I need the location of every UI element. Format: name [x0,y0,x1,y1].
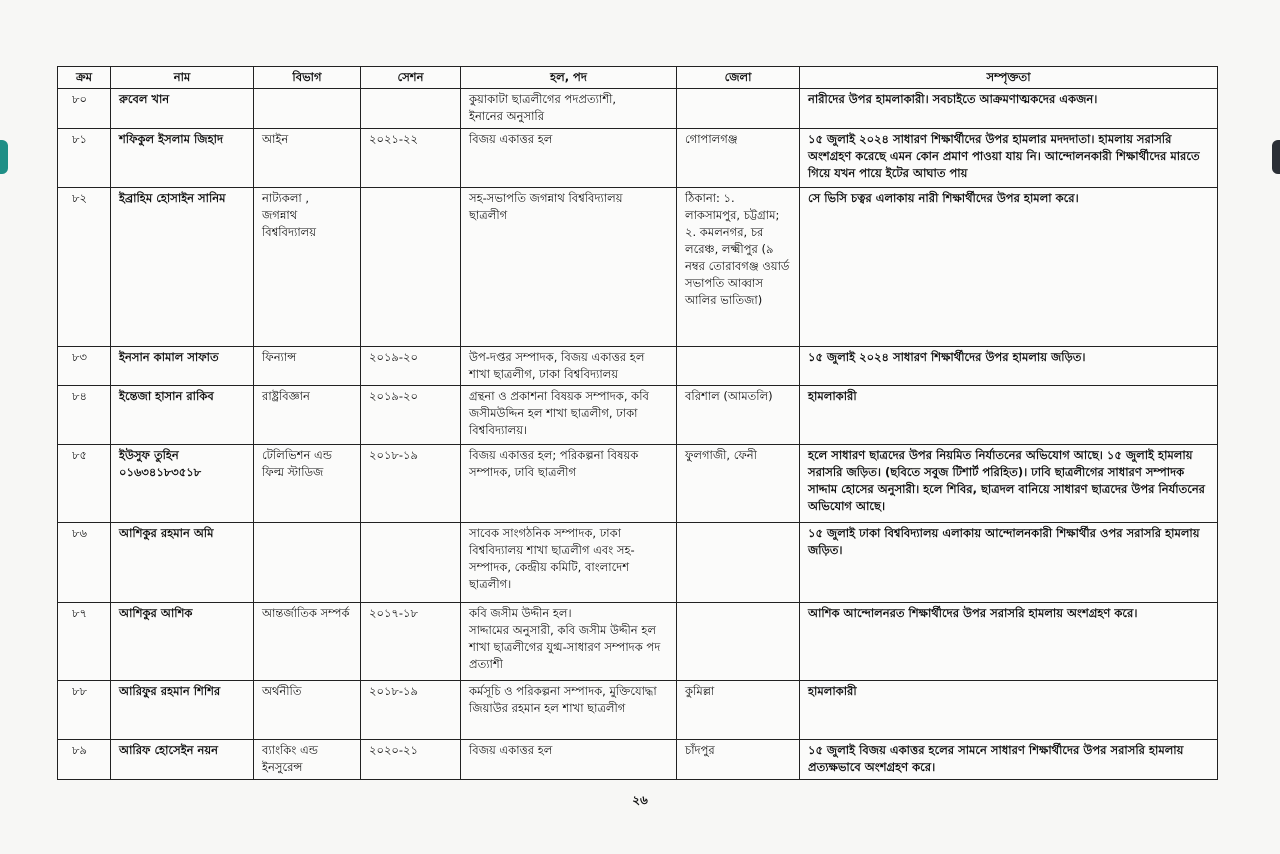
involvement-cell: হলে সাধারণ ছাত্রদের উপর নিয়মিত নির্যাতনের অভিযোগ আছে। ১৫ জুলাই হামলায় সরাসরি জড়িত। (ছবিতে সবুজ টিশার্ট পরিহিত)। ঢাবি ছাত্রলীগের সাধারণ সম্পাদক সাদ্দাম হোসের অনুসারী। হলে শিবির, ছাত্রদল বানিয়ে সাধারণ ছাত্রদের উপর নির্যাতনের অভিযোগ আছে। [800,445,1218,523]
table-row [58,347,1218,386]
session-cell: ২০১৮-১৯ [361,445,461,523]
district-cell: গোপালগঞ্জ [677,129,800,188]
serial-cell: ৮৯ [58,740,111,780]
department-cell: অর্থনীতি [254,681,361,740]
name-cell: ইনসান কামাল সাফাত [111,347,254,386]
table-row [58,740,1218,780]
name-cell: আশিকুর রহমান অমি [111,523,254,603]
serial-cell: ৮০ [58,89,111,129]
table-row [58,603,1218,681]
hall-post-cell: কবি জসীম উদ্দীন হল। সাদ্দামের অনুসারী, কবি জসীম উদ্দীন হল শাখা ছাত্রলীগের যুগ্ম-সাধারণ সম্পাদক পদ প্রত্যাশী [461,603,677,681]
involvement-cell: হামলাকারী [800,681,1218,740]
serial-cell: ৮৫ [58,445,111,523]
page-number: ২৬ [632,793,648,807]
department-cell [254,523,361,603]
department-cell: আন্তর্জাতিক সম্পর্ক [254,603,361,681]
involvement-cell: হামলাকারী [800,386,1218,445]
district-cell [677,603,800,681]
hall-post-cell: কর্মসূচি ও পরিকল্পনা সম্পাদক, মুক্তিযোদ্ধা জিয়াউর রহমান হল শাখা ছাত্রলীগ [461,681,677,740]
name-cell: রুবেল খান [111,89,254,129]
name-cell: ইব্রাহিম হোসাইন সানিম [111,188,254,347]
department-cell: ফিন্যান্স [254,347,361,386]
header-name: নাম [111,67,254,89]
district-cell [677,89,800,129]
department-cell: আইন [254,129,361,188]
hall-post-cell: গ্রন্থনা ও প্রকাশনা বিষয়ক সম্পাদক, কবি জসীমউদ্দিন হল শাখা ছাত্রলীগ, ঢাকা বিশ্ববিদ্যালয়। [461,386,677,445]
involvement-cell: সে ভিসি চত্বর এলাকায় নারী শিক্ষার্থীদের উপর হামলা করে। [800,188,1218,347]
name-cell: আরিফ হোসেইন নয়ন [111,740,254,780]
department-cell [254,89,361,129]
session-cell [361,523,461,603]
hall-post-cell: বিজয় একাত্তর হল; পরিকল্পনা বিষয়ক সম্পাদক, ঢাবি ছাত্রলীগ [461,445,677,523]
table-header-row [58,67,1218,89]
name-cell: ইউসুফ তুহিন ০১৬৩৪১৮৩৫১৮ [111,445,254,523]
hall-post-cell: উপ-দপ্তর সম্পাদক, বিজয় একাত্তর হল শাখা ছাত্রলীগ, ঢাকা বিশ্ববিদ্যালয় [461,347,677,386]
records-table [57,66,1218,780]
session-cell: ২০১৯-২০ [361,347,461,386]
session-cell: ২০২১-২২ [361,129,461,188]
district-cell: ঠিকানা: ১. লাকসামপুর, চট্টগ্রাম; ২. কমলনগর, চর লরেঞ্চ, লক্ষ্মীপুর (৯ নম্বর তোরাবগঞ্জ ওয়ার্ড সভাপতি আব্বাস আলির ভাতিজা) [677,188,800,347]
department-cell: ব্যাংকিং এন্ড ইনসুরেন্স [254,740,361,780]
district-cell: চাঁদপুর [677,740,800,780]
session-cell [361,89,461,129]
name-cell: আশিকুর আশিক [111,603,254,681]
involvement-cell: ১৫ জুলাই ২০২৪ সাধারণ শিক্ষার্থীদের উপর হামলায় জড়িত। [800,347,1218,386]
hall-post-cell: বিজয় একাত্তর হল [461,740,677,780]
serial-cell: ৮৩ [58,347,111,386]
header-department: বিভাগ [254,67,361,89]
district-cell [677,523,800,603]
department-cell: টেলিভিশন এন্ড ফিল্ম স্টাডিজ [254,445,361,523]
session-cell: ২০১৮-১৯ [361,681,461,740]
right-edge-tab [1272,140,1280,174]
involvement-cell: আশিক আন্দোলনরত শিক্ষার্থীদের উপর সরাসরি হামলায় অংশগ্রহণ করে। [800,603,1218,681]
district-cell [677,347,800,386]
left-edge-tab [0,140,8,174]
name-cell: ইন্তেজা হাসান রাকিব [111,386,254,445]
header-serial: ক্রম [58,67,111,89]
hall-post-cell: সহ-সভাপতি জগন্নাথ বিশ্ববিদ্যালয় ছাত্রলীগ [461,188,677,347]
hall-post-cell: বিজয় একাত্তর হল [461,129,677,188]
session-cell [361,188,461,347]
header-district: জেলা [677,67,800,89]
serial-cell: ৮২ [58,188,111,347]
involvement-cell: ১৫ জুলাই ২০২৪ সাধারণ শিক্ষার্থীদের উপর হামলার মদদদাতা। হামলায় সরাসরি অংশগ্রহণ করেছে এমন কোন প্রমাণ পাওয়া যায় নি। আন্দোলনকারী শিক্ষার্থীদের মারতে গিয়ে যখন পায়ে ইটের আঘাত পায় [800,129,1218,188]
table-row [58,89,1218,129]
district-cell: কুমিল্লা [677,681,800,740]
session-cell: ২০১৭-১৮ [361,603,461,681]
header-hall-post: হল, পদ [461,67,677,89]
serial-cell: ৮৭ [58,603,111,681]
header-involvement: সম্পৃক্ততা [800,67,1218,89]
table-row [58,523,1218,603]
district-cell: বরিশাল (আমতলি) [677,386,800,445]
involvement-cell: ১৫ জুলাই বিজয় একাত্তর হলের সামনে সাধারণ শিক্ষার্থীদের উপর সরাসরি হামলায় প্রত্যক্ষভাবে অংশগ্রহণ করে। [800,740,1218,780]
serial-cell: ৮৮ [58,681,111,740]
hall-post-cell: সাবেক সাংগঠনিক সম্পাদক, ঢাকা বিশ্ববিদ্যালয় শাখা ছাত্রলীগ এবং সহ-সম্পাদক, কেন্দ্রীয় কমিটি, বাংলাদেশ ছাত্রলীগ। [461,523,677,603]
name-cell: আরিফুর রহমান শিশির [111,681,254,740]
serial-cell: ৮৬ [58,523,111,603]
department-cell: রাষ্ট্রবিজ্ঞান [254,386,361,445]
table-row [58,681,1218,740]
session-cell: ২০২০-২১ [361,740,461,780]
table-row [58,445,1218,523]
table-row [58,386,1218,445]
department-cell: নাট্যকলা , জগন্নাথ বিশ্ববিদ্যালয় [254,188,361,347]
session-cell: ২০১৯-২০ [361,386,461,445]
serial-cell: ৮৪ [58,386,111,445]
table-row [58,188,1218,347]
serial-cell: ৮১ [58,129,111,188]
name-cell: শফিকুল ইসলাম জিহাদ [111,129,254,188]
table-row [58,129,1218,188]
header-session: সেশন [361,67,461,89]
involvement-cell: ১৫ জুলাই ঢাকা বিশ্ববিদ্যালয় এলাকায় আন্দোলনকারী শিক্ষার্থীর ওপর সরাসরি হামলায় জড়িত। [800,523,1218,603]
district-cell: ফুলগাজী, ফেনী [677,445,800,523]
involvement-cell: নারীদের উপর হামলাকারী। সবচাইতে আক্রমণাত্মকদের একজন। [800,89,1218,129]
hall-post-cell: কুয়াকাটা ছাত্রলীগের পদপ্রত্যাশী, ইনানের অনুসারি [461,89,677,129]
